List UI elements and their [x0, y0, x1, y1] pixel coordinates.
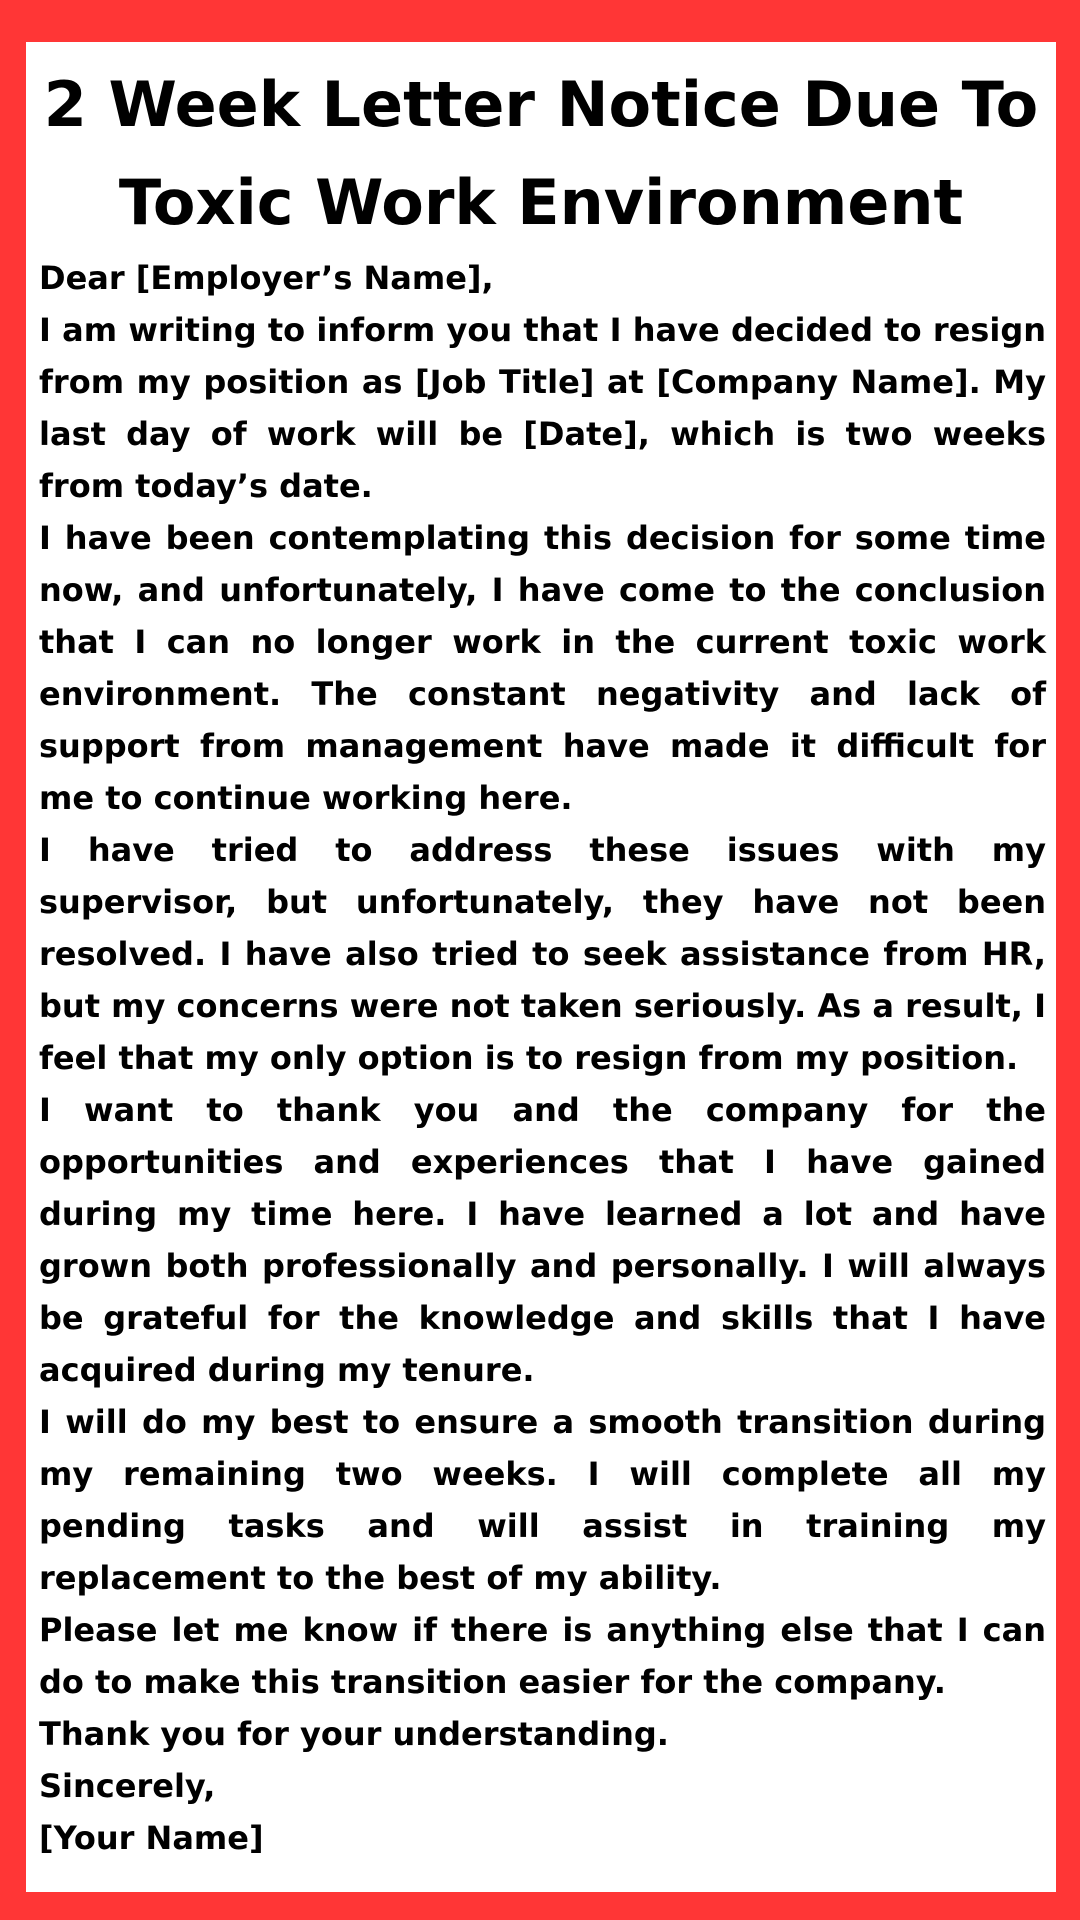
paragraph-3: I have tried to address these issues with my supervisor, but unfortunately, they have not been resolved. I have also tried to seek assistance from HR, but my concerns were not taken seriously. As a result, I feel that my only option is to resign from my position.: [39, 831, 1046, 1077]
letter-title: [26, 42, 1056, 252]
title-line-2: Toxic Work Environment: [118, 166, 964, 239]
paragraph-6: Please let me know if there is anything else that I can do to make this transition easier for the company.: [39, 1611, 1046, 1701]
letter-body: [26, 252, 1056, 1864]
title-line-1: 2 Week Letter Notice Due To: [43, 68, 1039, 141]
signature: [Your Name]: [39, 1819, 264, 1857]
paragraph-2: I have been contemplating this decision for some time now, and unfortunately, I have come to the conclusion that I can no longer work in the current toxic work environment. The constant negativity and lack of support from management have made it difficult for me to continue working here.: [39, 519, 1046, 817]
paragraph-5: I will do my best to ensure a smooth transition during my remaining two weeks. I will complete all my pending tasks and will assist in training my replacement to the best of my ability.: [39, 1403, 1046, 1597]
thanks-line: Thank you for your understanding.: [39, 1715, 669, 1753]
salutation: Dear [Employer’s Name],: [39, 259, 494, 297]
paragraph-4: I want to thank you and the company for the opportunities and experiences that I have gained during my time here. I have learned a lot and have grown both professionally and personally. I will always be grateful for the knowledge and skills that I have acquired during my tenure.: [39, 1091, 1046, 1389]
closing: Sincerely,: [39, 1767, 216, 1805]
paragraph-1: I am writing to inform you that I have decided to resign from my position as [Job Title] at [Company Name]. My last day of work will be [Date], which is two weeks from today’s date.: [39, 311, 1046, 505]
